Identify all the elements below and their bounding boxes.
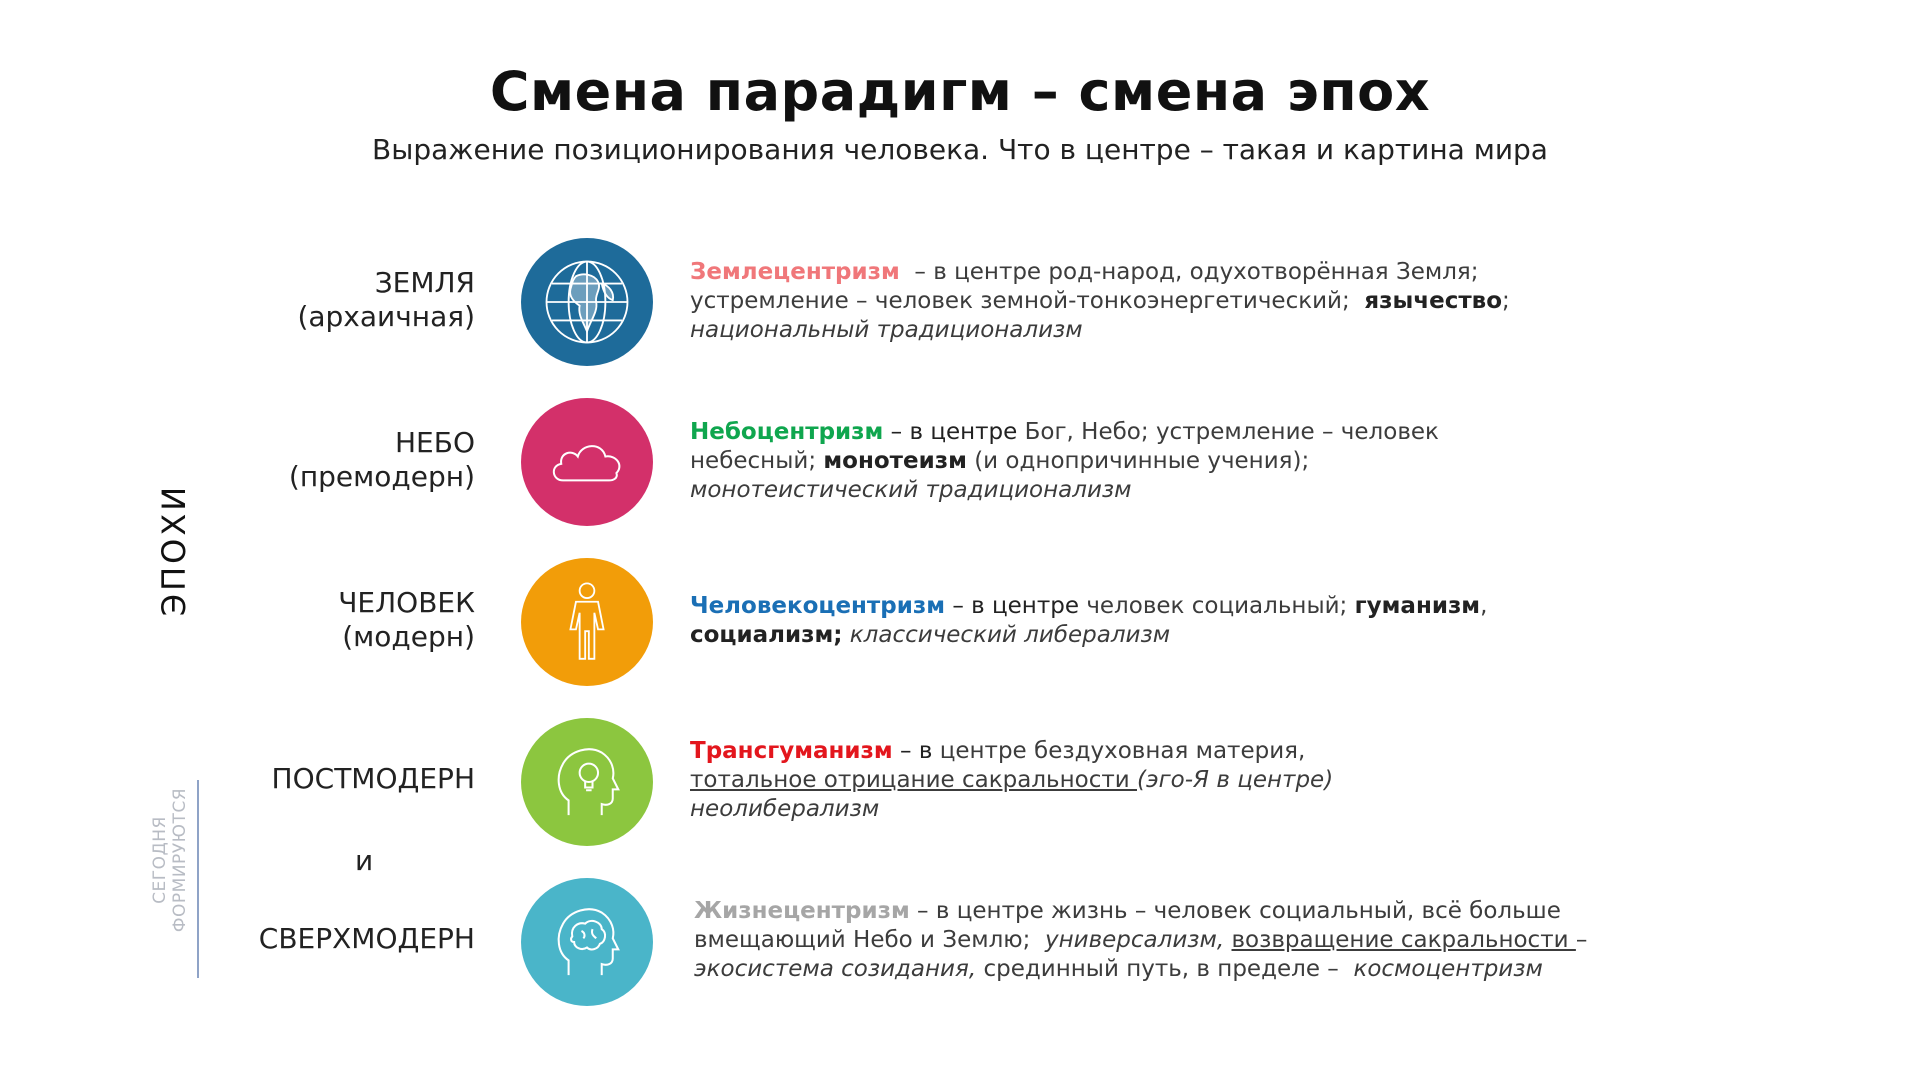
- desc-text: небесный;: [690, 448, 824, 474]
- desc-line-3: [690, 795, 1333, 824]
- era-name: ЗЕМЛЯ: [374, 266, 475, 299]
- desc-text: человек социальный;: [1086, 593, 1355, 619]
- desc-text: срединный путь, в пределе –: [983, 956, 1354, 982]
- forming-line-2: ФОРМИРУЮТСЯ: [170, 787, 190, 933]
- forming-divider: [197, 780, 199, 978]
- head-lightbulb-icon: [541, 736, 633, 828]
- globe-icon: [541, 256, 633, 348]
- desc-text: вмещающий Небо и Землю;: [694, 927, 1045, 953]
- desc-italic: (эго-Я в центре): [1137, 767, 1334, 793]
- desc-text: ;: [1502, 288, 1510, 314]
- forming-line-1: СЕГОДНЯ: [150, 816, 170, 904]
- desc-line-2: [690, 766, 1333, 795]
- brain-head-circle: [521, 878, 653, 1006]
- desc-bold: гуманизм: [1354, 593, 1481, 619]
- desc-text: – в: [892, 738, 940, 764]
- desc-line-3: [694, 955, 1587, 984]
- era-label-postmodern: [272, 762, 475, 796]
- cloud-circle: [521, 398, 653, 526]
- key-term: Небоцентризм: [690, 419, 884, 445]
- era-sub: (модерн): [342, 620, 475, 653]
- era-label-sky: [289, 426, 475, 494]
- desc-italic: классический либерализм: [842, 622, 1171, 648]
- desc-text: Бог, Небо; устремление – человек: [1024, 419, 1439, 445]
- desc-bold: язычество: [1364, 288, 1503, 314]
- desc-line-1: [690, 737, 1333, 766]
- desc-italic: космоцентризм: [1353, 956, 1543, 982]
- key-term: Землецентризм: [690, 259, 900, 285]
- desc-text: ,: [1480, 593, 1488, 619]
- era-label-hypermodern: [259, 922, 475, 956]
- era-sub: (архаичная): [297, 300, 475, 333]
- desc-text: –: [1575, 927, 1588, 953]
- desc-text: – в центре: [945, 593, 1087, 619]
- desc-bold: монотеизм: [823, 448, 967, 474]
- era-name: СВЕРХМОДЕРН: [258, 922, 475, 955]
- era-connector: и: [355, 844, 374, 877]
- desc-trans: [690, 737, 1333, 824]
- desc-line-2: [690, 447, 1439, 476]
- desc-earth: [690, 258, 1510, 345]
- desc-line-3: [690, 476, 1439, 505]
- desc-italic: монотеистический традиционализм: [690, 477, 1132, 503]
- desc-italic: национальный традиционализм: [690, 317, 1083, 343]
- desc-line-1: [690, 592, 1487, 621]
- person-circle: [521, 558, 653, 686]
- desc-bold: социализм;: [690, 622, 843, 648]
- era-label-earth: [297, 266, 475, 334]
- desc-italic: экосистема созидания,: [694, 956, 984, 982]
- desc-text: – в центре жизнь – человек социальный, всё больше: [909, 898, 1561, 924]
- desc-underline: возвращение сакральности: [1231, 927, 1576, 953]
- globe-circle: [521, 238, 653, 366]
- key-term: Трансгуманизм: [690, 738, 893, 764]
- page-subtitle: Выражение позиционирования человека. Что в центре – такая и картина мира: [372, 133, 1548, 166]
- desc-life: [694, 897, 1587, 984]
- desc-underline: тотальное отрицание сакральности: [690, 767, 1137, 793]
- era-name: ЧЕЛОВЕК: [338, 586, 475, 619]
- desc-line-2: [690, 287, 1510, 316]
- key-term: Человекоцентризм: [690, 593, 946, 619]
- desc-line-3: [690, 316, 1510, 345]
- desc-line-2: [690, 621, 1487, 650]
- person-icon: [541, 576, 633, 668]
- desc-sky: [690, 418, 1439, 505]
- page-title: Смена парадигм – смена эпох: [489, 60, 1431, 123]
- key-term: Жизнецентризм: [694, 898, 910, 924]
- era-label-man: [338, 586, 475, 654]
- desc-text: – в центре род-народ, одухотворённая Земля;: [899, 259, 1479, 285]
- epochs-vertical-label: ЭПОХИ: [155, 483, 193, 617]
- desc-text: (и однопричинные учения);: [966, 448, 1310, 474]
- desc-line-1: [694, 897, 1587, 926]
- cloud-icon: [541, 416, 633, 508]
- head-brain-icon: [541, 896, 633, 988]
- desc-line-2: [694, 926, 1587, 955]
- desc-line-1: [690, 258, 1510, 287]
- desc-text: центре бездуховная материя,: [939, 738, 1306, 764]
- lightbulb-head-circle: [521, 718, 653, 846]
- forming-today-label: [150, 788, 190, 932]
- desc-italic: неолиберализм: [690, 796, 880, 822]
- desc-italic: универсализм,: [1045, 927, 1232, 953]
- desc-text: устремление – человек земной-тонкоэнергетический;: [690, 288, 1365, 314]
- desc-man: [690, 592, 1487, 650]
- era-name: НЕБО: [395, 426, 475, 459]
- desc-line-1: [690, 418, 1439, 447]
- era-sub: (премодерн): [288, 460, 475, 493]
- era-name: ПОСТМОДЕРН: [271, 762, 475, 795]
- desc-bold: – в центре: [883, 419, 1025, 445]
